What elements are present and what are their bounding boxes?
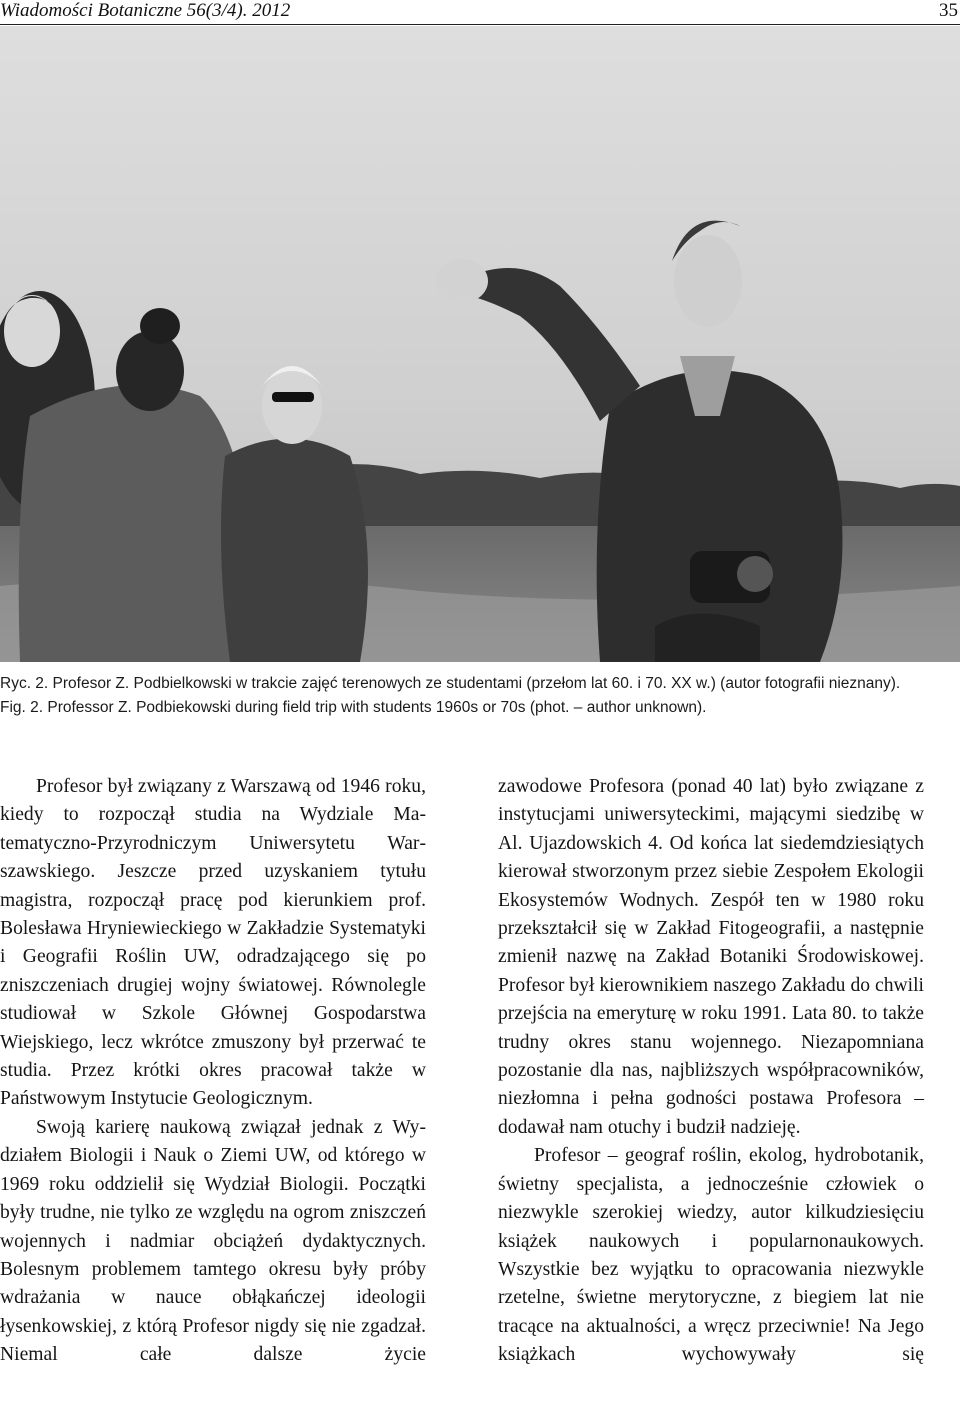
paragraph: Profesor był związany z Warszawą od 1946 roku, kiedy to rozpoczął studia na Wydziale Matematyczno-Przyrodniczym Uniwersytetu Warszawskiego. Jeszcze przed uzyskaniem tytułu magistra, rozpoczął pracę pod kierunkiem prof. Bolesława Hryniewieckiego w Zakładzie Systematyki i Geografii Roślin UW, odradzającego się po zniszczeniach drugiej wojny światowej. Równolegle studiował w Szkole Głównej Gospodarstwa Wiejskiego, lecz wkrótce zmuszony był przerwać te studia. Przez krótki okres pracował także w Państwowym Instytucie Geologicznym.: [0, 776, 426, 1110]
field-trip-photograph: [0, 26, 960, 662]
left-text-column: [0, 773, 426, 1370]
paragraph: Swoją karierę naukową związał jednak z Wydziałem Biologii i Nauk o Ziemi UW, od którego w 1969 roku oddzielił się Wydział Biologii. Początki były trudne, nie tylko ze względu na ogrom zniszczeń wojennych i nadmiar obciążeń dydaktycznych. Bolesnym problemem tamtego okresu były próby wdrażania w nauce obłąkańczej ideologii łysenkowskiej, z którą Profesor nigdy się nie zgadzał. Niemal całe dalsze życie: [0, 1116, 426, 1366]
running-header: [0, 0, 960, 24]
figure-captions: [0, 672, 958, 720]
header-rule: [0, 24, 960, 25]
right-text-column: [498, 773, 924, 1370]
caption-polish: Ryc. 2. Profesor Z. Podbielkowski w trakcie zajęć terenowych ze studentami (przełom lat 60. i 70. XX w.) (autor fotografii nieznany).: [0, 675, 901, 692]
journal-reference: Wiadomości Botaniczne 56(3/4). 2012: [0, 0, 291, 21]
caption-english: Fig. 2. Professor Z. Podbiekowski during field trip with students 1960s or 70s (phot. – author unknown).: [0, 699, 707, 716]
paragraph: Profesor – geograf roślin, ekolog, hydrobotanik, świetny specjalista, a jednocześnie człowiek o niezwykle szerokiej wiedzy, autor kilkudziesięciu książek naukowych i popularnonaukowych. Wszystkie bez wyjątku to opracowania niezwykle rzetelne, świetne merytoryczne, z biegiem lat nie tracące na aktualności, a wręcz przeciwnie! Na Jego książkach wychowywały się: [498, 1145, 924, 1366]
page-number: 35: [939, 0, 958, 21]
paragraph: zawodowe Profesora (ponad 40 lat) było związane z instytucjami uniwersyteckimi, mającymi siedzibę w Al. Ujazdowskich 4. Od końca lat siedemdziesiątych kierował stworzonym przez siebie Zespołem Ekologii Ekosystemów Wodnych. Zespół ten w 1980 roku przekształcił się w Zakład Fitogeografii, a następnie zmienił nazwę na Zakład Botaniki Środowiskowej. Profesor był kierownikiem naszego Zakładu do chwili przejścia na emeryturę w roku 1991. Lata 80. to także trudny okres stanu wojennego. Niezapomniana pozostanie dla nas, najbliższych współpracowników, niezłomna i pełna godności postawa Profesora – dodawał nam otuchy i budził nadzieję.: [498, 776, 924, 1138]
